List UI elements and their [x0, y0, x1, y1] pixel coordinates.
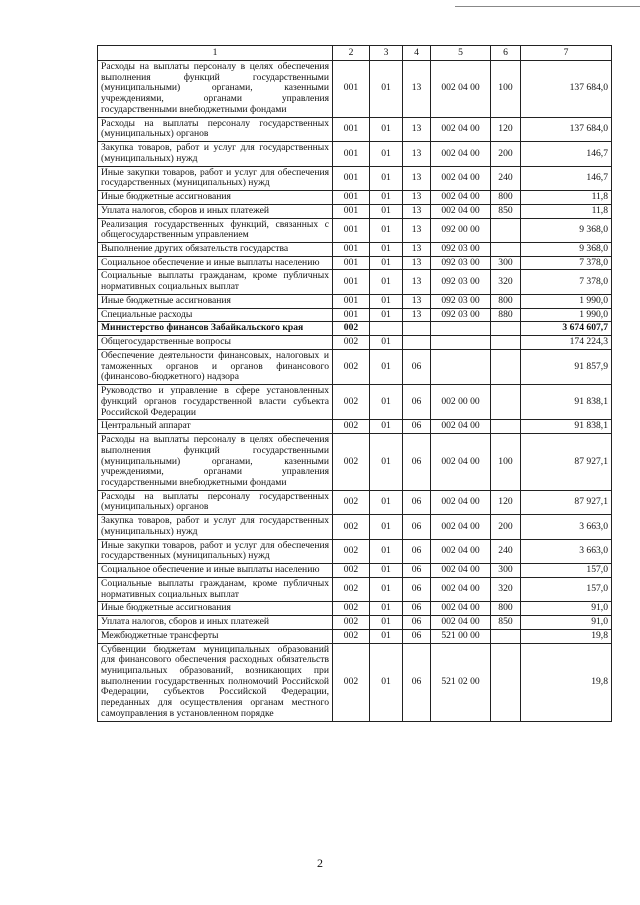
row-c2-cell: 002: [333, 515, 370, 539]
row-c5-cell: 092 03 00: [431, 270, 491, 294]
table-row: [98, 308, 612, 322]
page-number: 2: [317, 856, 323, 870]
row-c5-cell: [431, 336, 491, 350]
row-c2-cell: 002: [333, 490, 370, 514]
row-c3-cell: 01: [370, 256, 403, 270]
row-c5-cell: 092 03 00: [431, 308, 491, 322]
row-c3-cell: 01: [370, 336, 403, 350]
row-name-cell: Уплата налогов, сборов и иных платежей: [98, 616, 333, 630]
row-c7-cell: 19,8: [521, 629, 612, 643]
table-row: [98, 117, 612, 141]
row-c6-cell: 880: [491, 308, 521, 322]
header-col-2: 2: [333, 46, 370, 61]
row-c5-cell: 002 04 00: [431, 490, 491, 514]
row-c7-cell: 146,7: [521, 142, 612, 166]
table-row: [98, 336, 612, 350]
row-c5-cell: 002 04 00: [431, 616, 491, 630]
row-c2-cell: 002: [333, 349, 370, 384]
row-c3-cell: 01: [370, 490, 403, 514]
row-name-cell: Обеспечение деятельности финансовых, налоговых и таможенных органов и органов финансового (финансово-бюджетного) надзора: [98, 349, 333, 384]
table-row: [98, 629, 612, 643]
row-c2-cell: 001: [333, 270, 370, 294]
row-c7-cell: 11,8: [521, 204, 612, 218]
row-name-cell: Расходы на выплаты персоналу в целях обеспечения выполнения функций государственными (муниципальными) органами, казенными учреждениями, органами управления государственными внебюджетными фондами: [98, 434, 333, 491]
row-c5-cell: 002 04 00: [431, 204, 491, 218]
table-row: [98, 166, 612, 190]
row-c5-cell: 002 04 00: [431, 61, 491, 118]
row-c3-cell: 01: [370, 142, 403, 166]
header-col-6: 6: [491, 46, 521, 61]
row-name-cell: Социальные выплаты гражданам, кроме публичных нормативных социальных выплат: [98, 270, 333, 294]
row-c4-cell: 06: [403, 577, 431, 601]
row-c6-cell: 200: [491, 142, 521, 166]
row-c6-cell: [491, 243, 521, 257]
table-row: [98, 490, 612, 514]
row-name-cell: Выполнение других обязательств государства: [98, 243, 333, 257]
table-row: [98, 294, 612, 308]
row-name-cell: Иные бюджетные ассигнования: [98, 602, 333, 616]
budget-table: [97, 45, 612, 722]
row-c5-cell: 002 04 00: [431, 420, 491, 434]
row-c2-cell: 002: [333, 539, 370, 563]
row-c7-cell: 157,0: [521, 564, 612, 578]
row-c2-cell: 002: [333, 643, 370, 721]
table-row: [98, 61, 612, 118]
header-col-5: 5: [431, 46, 491, 61]
row-c7-cell: 11,8: [521, 191, 612, 205]
row-c4-cell: 06: [403, 616, 431, 630]
row-c3-cell: 01: [370, 629, 403, 643]
row-c4-cell: 13: [403, 61, 431, 118]
row-c5-cell: 002 04 00: [431, 191, 491, 205]
row-c6-cell: 850: [491, 204, 521, 218]
row-c4-cell: 06: [403, 349, 431, 384]
row-name-cell: Расходы на выплаты персоналу в целях обеспечения выполнения функций государственными (муниципальными) органами, казенными учреждениями, органами управления государственными внебюджетными фондами: [98, 61, 333, 118]
row-c5-cell: 521 00 00: [431, 629, 491, 643]
row-c2-cell: 001: [333, 142, 370, 166]
row-c7-cell: 1 990,0: [521, 294, 612, 308]
row-c3-cell: 01: [370, 218, 403, 242]
row-c6-cell: [491, 336, 521, 350]
row-c4-cell: 13: [403, 117, 431, 141]
row-c7-cell: 91 857,9: [521, 349, 612, 384]
row-c4-cell: 13: [403, 270, 431, 294]
row-c6-cell: 300: [491, 564, 521, 578]
row-c6-cell: [491, 420, 521, 434]
table-row: [98, 349, 612, 384]
row-c7-cell: 146,7: [521, 166, 612, 190]
table-row: [98, 256, 612, 270]
row-name-cell: Субвенции бюджетам муниципальных образований для финансового обеспечения расходных обязательств муниципальных образований, возникающих при выполнении государственных полномочий Российской Федерации, субъектов Российской Федерации, переданных для осуществления органам местного самоуправления в установленном порядке: [98, 643, 333, 721]
row-c4-cell: 06: [403, 515, 431, 539]
row-c6-cell: 850: [491, 616, 521, 630]
row-name-cell: Расходы на выплаты персоналу государственных (муниципальных) органов: [98, 117, 333, 141]
row-name-cell: Реализация государственных функций, связанных с общегосударственным управлением: [98, 218, 333, 242]
row-c5-cell: 002 04 00: [431, 602, 491, 616]
row-c6-cell: 800: [491, 602, 521, 616]
row-c4-cell: 06: [403, 643, 431, 721]
table-row: [98, 243, 612, 257]
row-c7-cell: 7 378,0: [521, 256, 612, 270]
row-c7-cell: 3 674 607,7: [521, 322, 612, 336]
row-name-cell: Расходы на выплаты персоналу государственных (муниципальных) органов: [98, 490, 333, 514]
row-c6-cell: 320: [491, 270, 521, 294]
row-c3-cell: 01: [370, 166, 403, 190]
row-c4-cell: [403, 322, 431, 336]
table-row: [98, 616, 612, 630]
row-c4-cell: 13: [403, 204, 431, 218]
row-c4-cell: [403, 336, 431, 350]
row-c6-cell: 320: [491, 577, 521, 601]
row-c2-cell: 002: [333, 616, 370, 630]
row-c7-cell: 87 927,1: [521, 434, 612, 491]
row-name-cell: Центральный аппарат: [98, 420, 333, 434]
header-row: [98, 46, 612, 61]
row-c7-cell: 9 368,0: [521, 218, 612, 242]
row-c4-cell: 13: [403, 256, 431, 270]
row-c3-cell: 01: [370, 270, 403, 294]
header-col-1: 1: [98, 46, 333, 61]
row-c3-cell: 01: [370, 349, 403, 384]
row-c3-cell: 01: [370, 616, 403, 630]
row-c2-cell: 002: [333, 385, 370, 420]
row-c6-cell: 120: [491, 117, 521, 141]
row-c3-cell: 01: [370, 308, 403, 322]
table-row: [98, 420, 612, 434]
row-c4-cell: 06: [403, 602, 431, 616]
row-c3-cell: 01: [370, 515, 403, 539]
table-row: [98, 270, 612, 294]
row-c6-cell: [491, 643, 521, 721]
row-c5-cell: 092 03 00: [431, 256, 491, 270]
row-name-cell: Уплата налогов, сборов и иных платежей: [98, 204, 333, 218]
row-c5-cell: 002 00 00: [431, 385, 491, 420]
row-c6-cell: 100: [491, 434, 521, 491]
row-c5-cell: 002 04 00: [431, 142, 491, 166]
row-c3-cell: 01: [370, 420, 403, 434]
row-c3-cell: 01: [370, 61, 403, 118]
row-name-cell: Иные бюджетные ассигнования: [98, 191, 333, 205]
row-c2-cell: 001: [333, 308, 370, 322]
table-row: [98, 564, 612, 578]
row-c7-cell: 3 663,0: [521, 515, 612, 539]
row-c5-cell: 002 04 00: [431, 117, 491, 141]
row-name-cell: Общегосударственные вопросы: [98, 336, 333, 350]
top-rule: [455, 6, 640, 7]
row-c3-cell: 01: [370, 191, 403, 205]
row-c4-cell: 13: [403, 308, 431, 322]
row-c5-cell: 002 04 00: [431, 434, 491, 491]
row-c3-cell: 01: [370, 539, 403, 563]
row-c4-cell: 06: [403, 629, 431, 643]
row-c5-cell: 521 02 00: [431, 643, 491, 721]
row-c2-cell: 001: [333, 218, 370, 242]
row-c2-cell: 001: [333, 191, 370, 205]
row-c4-cell: 06: [403, 490, 431, 514]
table-row: [98, 322, 612, 336]
row-c7-cell: 137 684,0: [521, 117, 612, 141]
table-row: [98, 204, 612, 218]
row-c7-cell: 9 368,0: [521, 243, 612, 257]
row-c4-cell: 06: [403, 385, 431, 420]
row-c4-cell: 13: [403, 142, 431, 166]
row-c3-cell: [370, 322, 403, 336]
row-c4-cell: 13: [403, 166, 431, 190]
row-name-cell: Иные закупки товаров, работ и услуг для обеспечения государственных (муниципальных) нужд: [98, 166, 333, 190]
row-c7-cell: 91,0: [521, 602, 612, 616]
row-c6-cell: [491, 218, 521, 242]
row-c2-cell: 001: [333, 243, 370, 257]
row-name-cell: Специальные расходы: [98, 308, 333, 322]
header-col-3: 3: [370, 46, 403, 61]
table-row: [98, 643, 612, 721]
row-c6-cell: 300: [491, 256, 521, 270]
row-c7-cell: 1 990,0: [521, 308, 612, 322]
table-row: [98, 434, 612, 491]
row-c6-cell: [491, 349, 521, 384]
row-c2-cell: 001: [333, 294, 370, 308]
row-c4-cell: 13: [403, 243, 431, 257]
row-c5-cell: 092 03 00: [431, 243, 491, 257]
row-c7-cell: 91 838,1: [521, 385, 612, 420]
row-name-cell: Межбюджетные трансферты: [98, 629, 333, 643]
row-c4-cell: 06: [403, 420, 431, 434]
row-c7-cell: 157,0: [521, 577, 612, 601]
row-c3-cell: 01: [370, 577, 403, 601]
row-name-cell: Иные бюджетные ассигнования: [98, 294, 333, 308]
row-name-cell: Закупка товаров, работ и услуг для государственных (муниципальных) нужд: [98, 515, 333, 539]
row-c6-cell: 120: [491, 490, 521, 514]
row-c5-cell: 092 03 00: [431, 294, 491, 308]
header-col-4: 4: [403, 46, 431, 61]
row-c3-cell: 01: [370, 117, 403, 141]
table-row: [98, 577, 612, 601]
row-c2-cell: 002: [333, 420, 370, 434]
row-name-cell: Социальное обеспечение и иные выплаты населению: [98, 256, 333, 270]
row-c2-cell: 002: [333, 434, 370, 491]
table-row: [98, 515, 612, 539]
table-row: [98, 602, 612, 616]
row-c7-cell: 3 663,0: [521, 539, 612, 563]
row-c6-cell: [491, 629, 521, 643]
row-c6-cell: 240: [491, 539, 521, 563]
row-c2-cell: 002: [333, 629, 370, 643]
row-c4-cell: 06: [403, 434, 431, 491]
row-c7-cell: 91 838,1: [521, 420, 612, 434]
row-c5-cell: [431, 349, 491, 384]
row-c6-cell: [491, 385, 521, 420]
table-row: [98, 218, 612, 242]
row-c2-cell: 001: [333, 61, 370, 118]
row-c7-cell: 87 927,1: [521, 490, 612, 514]
row-c5-cell: 002 04 00: [431, 577, 491, 601]
row-c3-cell: 01: [370, 643, 403, 721]
row-c5-cell: 002 04 00: [431, 515, 491, 539]
row-c4-cell: 13: [403, 191, 431, 205]
row-c3-cell: 01: [370, 434, 403, 491]
row-c3-cell: 01: [370, 602, 403, 616]
row-c2-cell: 002: [333, 577, 370, 601]
row-c2-cell: 002: [333, 336, 370, 350]
row-c2-cell: 001: [333, 166, 370, 190]
row-c4-cell: 06: [403, 564, 431, 578]
row-c2-cell: 001: [333, 256, 370, 270]
row-c5-cell: 002 04 00: [431, 564, 491, 578]
row-c7-cell: 91,0: [521, 616, 612, 630]
row-c5-cell: 002 04 00: [431, 539, 491, 563]
row-c6-cell: 240: [491, 166, 521, 190]
row-c2-cell: 001: [333, 117, 370, 141]
row-c5-cell: [431, 322, 491, 336]
row-c3-cell: 01: [370, 204, 403, 218]
row-c3-cell: 01: [370, 243, 403, 257]
table-row: [98, 191, 612, 205]
row-c7-cell: 174 224,3: [521, 336, 612, 350]
row-c6-cell: 200: [491, 515, 521, 539]
row-c3-cell: 01: [370, 564, 403, 578]
row-name-cell: Руководство и управление в сфере установленных функций органов государственной власти субъекта Российской Федерации: [98, 385, 333, 420]
header-col-7: 7: [521, 46, 612, 61]
row-c7-cell: 19,8: [521, 643, 612, 721]
row-c5-cell: 002 04 00: [431, 166, 491, 190]
row-c7-cell: 7 378,0: [521, 270, 612, 294]
row-c4-cell: 13: [403, 218, 431, 242]
row-name-cell: Закупка товаров, работ и услуг для государственных (муниципальных) нужд: [98, 142, 333, 166]
row-name-cell: Иные закупки товаров, работ и услуг для обеспечения государственных (муниципальных) нужд: [98, 539, 333, 563]
row-c4-cell: 06: [403, 539, 431, 563]
row-c2-cell: 002: [333, 564, 370, 578]
row-c3-cell: 01: [370, 385, 403, 420]
row-name-cell: Министерство финансов Забайкальского края: [98, 322, 333, 336]
row-c4-cell: 13: [403, 294, 431, 308]
table-row: [98, 142, 612, 166]
row-c7-cell: 137 684,0: [521, 61, 612, 118]
row-c6-cell: 800: [491, 294, 521, 308]
row-name-cell: Социальные выплаты гражданам, кроме публичных нормативных социальных выплат: [98, 577, 333, 601]
row-c2-cell: 001: [333, 204, 370, 218]
row-c6-cell: 100: [491, 61, 521, 118]
row-c5-cell: 092 00 00: [431, 218, 491, 242]
row-c3-cell: 01: [370, 294, 403, 308]
table-row: [98, 539, 612, 563]
row-c6-cell: [491, 322, 521, 336]
row-name-cell: Социальное обеспечение и иные выплаты населению: [98, 564, 333, 578]
table-row: [98, 385, 612, 420]
row-c2-cell: 002: [333, 602, 370, 616]
row-c2-cell: 002: [333, 322, 370, 336]
row-c6-cell: 800: [491, 191, 521, 205]
